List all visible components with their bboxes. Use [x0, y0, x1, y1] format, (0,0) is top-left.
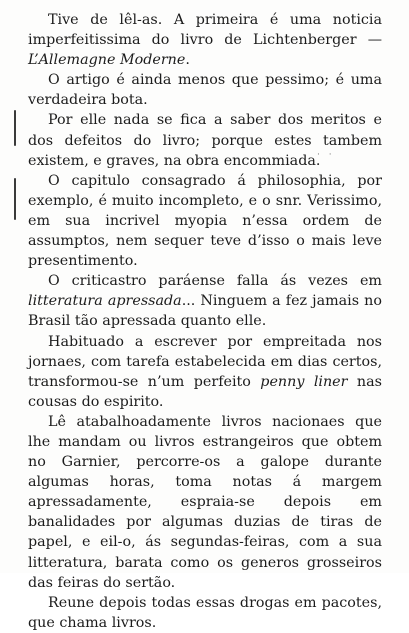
text-run: Reune depois todas essas drogas em pacotes, que chama livros.: [28, 594, 382, 631]
paragraph: [28, 593, 382, 633]
text-run: Tive de lêl-as. A primeira é uma noticia imperfeitissima do livro de Lichtenberger —: [28, 12, 382, 49]
body-text: [28, 10, 382, 633]
text-run: Habituado a escrever por empreitada nos jornaes, com tarefa estabelecida em dias certos, transformou-se n’um perfeito: [28, 333, 382, 390]
text-run: .: [185, 52, 190, 69]
text-run: O criticastro paráense falla ás vezes em: [48, 273, 382, 290]
text-run: ... Ninguem a fez jamais no Brasil tão apressada quanto elle.: [28, 293, 382, 330]
paragraph: [28, 332, 382, 412]
margin-pencil-mark: [14, 178, 16, 220]
paragraph: [28, 10, 382, 70]
text-run: nas cousas do espirito.: [28, 373, 382, 410]
paragraph: [28, 110, 382, 170]
text-run: O capitulo consagrado á philosophia, por exemplo, é muito incompleto, e o snr. Verissimo, em sua incrivel myopia n’essa ordem de assumptos, nem sequer teve d’isso o mais leve presentimento.: [28, 172, 382, 270]
italic-phrase: L’Allemagne Moderne: [28, 52, 186, 69]
italic-phrase: penny liner: [260, 373, 348, 390]
paragraph: [28, 412, 382, 593]
italic-phrase: litteratura apressada: [28, 293, 182, 310]
text-run: Por elle nada se fica a saber dos meritos e dos defeitos do livro; porque estes tambem existem, e graves, na obra encommiada.: [28, 112, 382, 169]
ink-specks: · ·: [317, 150, 335, 160]
paragraph: [28, 171, 382, 271]
text-run: O artigo é ainda menos que pessimo; é uma verdadeira bota.: [28, 72, 382, 109]
text-run: Lê atabalhoadamente livros nacionaes que lhe mandam ou livros estrangeiros que obtem no Garnier, percorre-os a galope durante algumas horas, toma notas á margem apressadamente, espraia-se depois em banalidades por algumas duzias de tiras de papel, e eil-o, ás segundas-feiras, com a sua litteratura, barata como os generos grosseiros das feiras do sertão.: [28, 413, 382, 591]
paragraph: [28, 271, 382, 331]
margin-pencil-mark: [14, 110, 16, 146]
paragraph: [28, 70, 382, 110]
